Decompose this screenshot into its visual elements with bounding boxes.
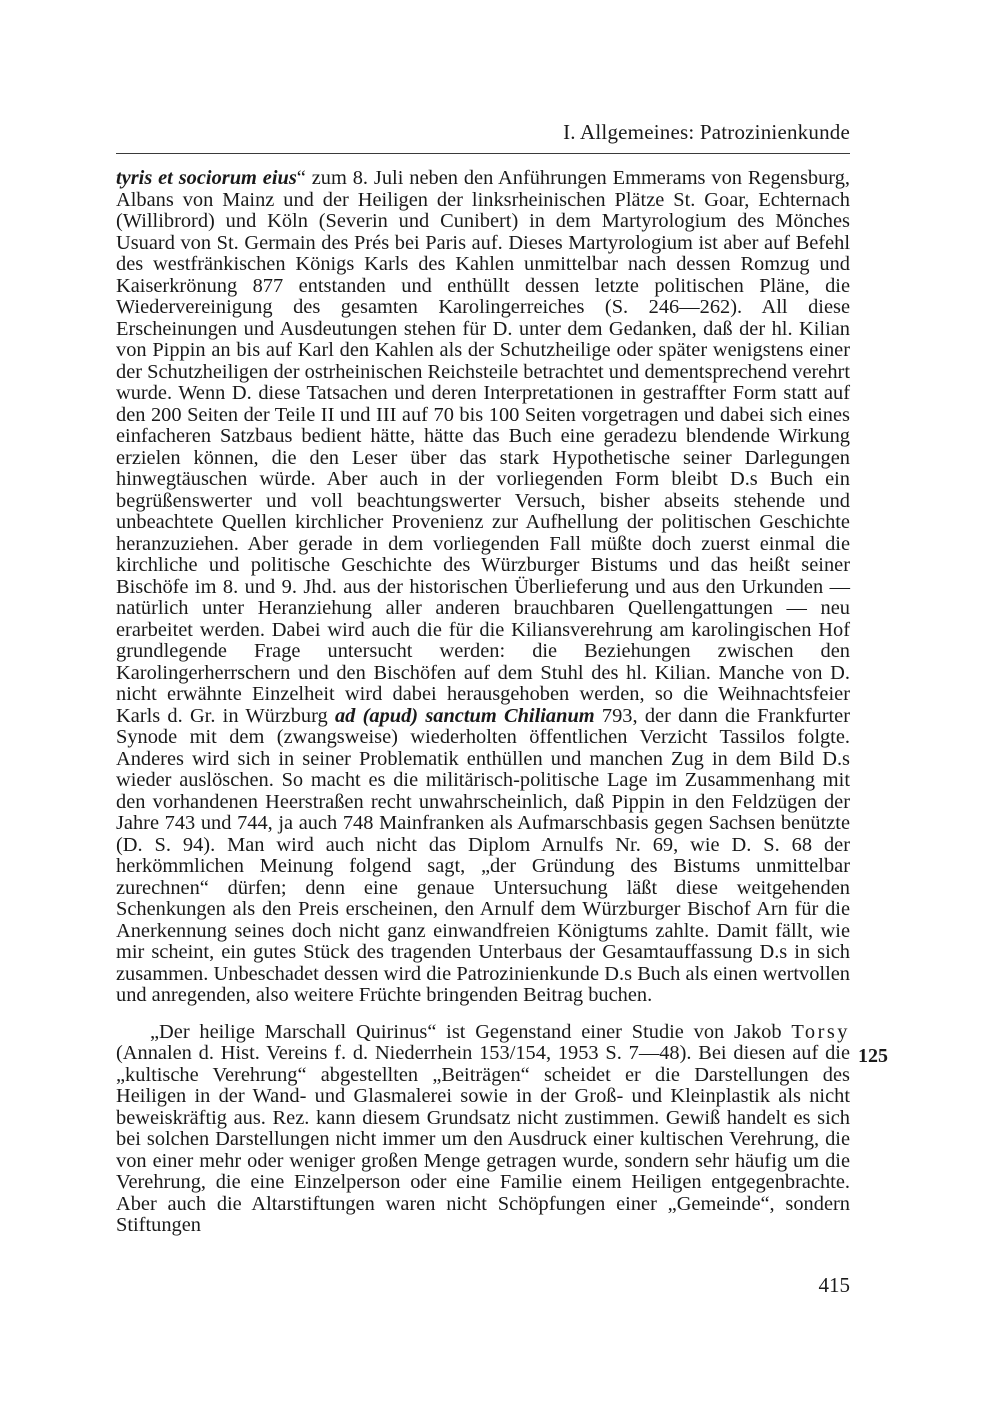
paragraph-1-text-a: “ zum 8. Juli neben den Anführungen Emmerams von Regensburg, Albans von Mainz und der Heiligen der linksrheinischen Plätze St. Goar, Echternach (Willibrord) und Köln (Severin und Cunibert) in dem Martyrologium des Mönches Usuard von St. Germain des Prés bei Paris auf. Dieses Martyrologium ist aber auf Befehl des westfränkischen Königs Karls des Kahlen unmittelbar nach dessen Romzug und Kaiserkrönung 877 entstanden und enthüllt dessen letzte politischen Pläne, die Wiedervereinigung des gesamten Karolingerreiches (S. 246—262). All diese Erscheinungen und Ausdeutungen stehen für D. unter dem Gedanken, daß der hl. Kilian von Pippin an bis auf Karl den Kahlen als der Schutzheilige oder später wenigstens einer der Schutzheiligen der ostrheinischen Reichsteile betrachtet und dementsprechend verehrt wurde. Wenn D. diese Tatsachen und deren Interpretationen in gestraffter Form statt auf den 200 Seiten der Teile II und III auf 70 bis 100 Seiten vorgetragen und dabei sich eines einfacheren Satzbaus bedient hätte, hätte das Buch eine geradezu blendende Wirkung erzielen können, die den Leser über das stark Hypothetische seiner Darlegungen hinwegtäuschen würde. Aber auch in der vorliegenden Form bleibt D.s Buch ein begrüßenswerter und voll beachtungswerter Versuch, bisher abseits stehende und unbeachtete Quellen kirchlicher Provenienz zur Aufhellung der politischen Geschichte heranzuziehen. Aber gerade in dem vorliegenden Fall müßte doch zuerst einmal die kirchliche und politische Geschichte des Würzburger Bistums und das heißt seiner Bischöfe im 8. und 9. Jhd. aus der historischen Überlieferung und aus den Urkunden — natürlich unter Heranziehung aller anderen brauchbaren Quellengattungen — neu erarbeitet werden. Dabei wird auch die für die Kiliansverehrung am karolingischen Hof grundlegende Frage untersucht werden: die Beziehungen zwischen den Karolingerherrschern und den Bischöfen auf dem Stuhl des hl. Kilian. Manche von D. nicht erwähnte Einzelheit wird dabei herausgehoben werden, so die Weihnachtsfeier Karls d. Gr. in Würzburg	[116, 167, 850, 727]
author-name-spaced: Torsy	[791, 1020, 850, 1043]
running-header: I. Allgemeines: Patrozinienkunde	[563, 120, 850, 144]
paragraph-2	[116, 1022, 850, 1237]
page-number: 415	[818, 1273, 850, 1297]
body-text	[116, 168, 850, 1237]
italic-latin-phrase: ad (apud) sanctum Chilianum	[334, 704, 595, 727]
header-rule	[116, 153, 850, 154]
paragraph-1	[116, 168, 850, 1007]
paragraph-2-text-a: „Der heilige Marschall Quirinus“ ist Gegenstand einer Studie von Jakob	[150, 1020, 792, 1043]
paragraph-2-text-b: (Annalen d. Hist. Vereins f. d. Niederrhein 153/154, 1953 S. 7—48). Bei diesen auf die „kultische Verehrung“ abgestellten „Beiträgen“ scheidet er die Darstellungen des Heiligen in der Wand- und Glasmalerei sowie in der Groß- und Kleinplastik als nicht beweiskräftig aus. Rez. kann diesem Grundsatz nicht zustimmen. Gewiß handelt es sich bei solchen Darstellungen nicht immer um den Ausdruck einer kultischen Verehrung, die von einer mehr oder weniger großen Menge getragen wurde, sondern sehr häufig um die Verehrung, die eine Einzelperson oder eine Familie einem Heiligen entgegenbrachte. Aber auch die Altarstiftungen waren nicht Schöpfungen einer „Gemeinde“, sondern Stiftungen	[116, 1042, 850, 1236]
italic-latin-quote: tyris et sociorum eius	[116, 167, 297, 189]
margin-entry-number: 125	[858, 1045, 888, 1067]
paragraph-1-text-b: 793, der dann die Frankfurter Synode mit dem (zwangsweise) wiederholten öffentlichen Verzicht Tassilos folgte. Anderes wird sich in seiner Problematik enthüllen und manchen Zug in dem Bild D.s wieder auslöschen. So macht es die militärisch-politische Lage im Zusammenhang mit den vorhandenen Heerstraßen recht unwahrscheinlich, daß Pippin in den Feldzügen der Jahre 743 und 744, ja auch 748 Mainfranken als Aufmarschbasis gegen Sachsen benützte (D. S. 94). Man wird auch nicht das Diplom Arnulfs Nr. 69, wie D. S. 68 der herkömmlichen Meinung folgend sagt, „der Gründung des Bistums unmittelbar zurechnen“ dürfen; denn eine genaue Untersuchung läßt diese weitgehenden Schenkungen als den Preis erscheinen, den Arnulf dem Würzburger Bischof Arn für die Anerkennung seines doch nicht ganz einwandfreien Königtums zahlte. Damit fällt, wie mir scheint, ein gutes Stück des tragenden Unterbaus der Gesamtauffassung D.s in sich zusammen. Unbeschadet dessen wird die Patrozinienkunde D.s Buch als einen wertvollen und anregenden, also weitere Früchte bringenden Beitrag buchen.	[116, 704, 850, 1006]
